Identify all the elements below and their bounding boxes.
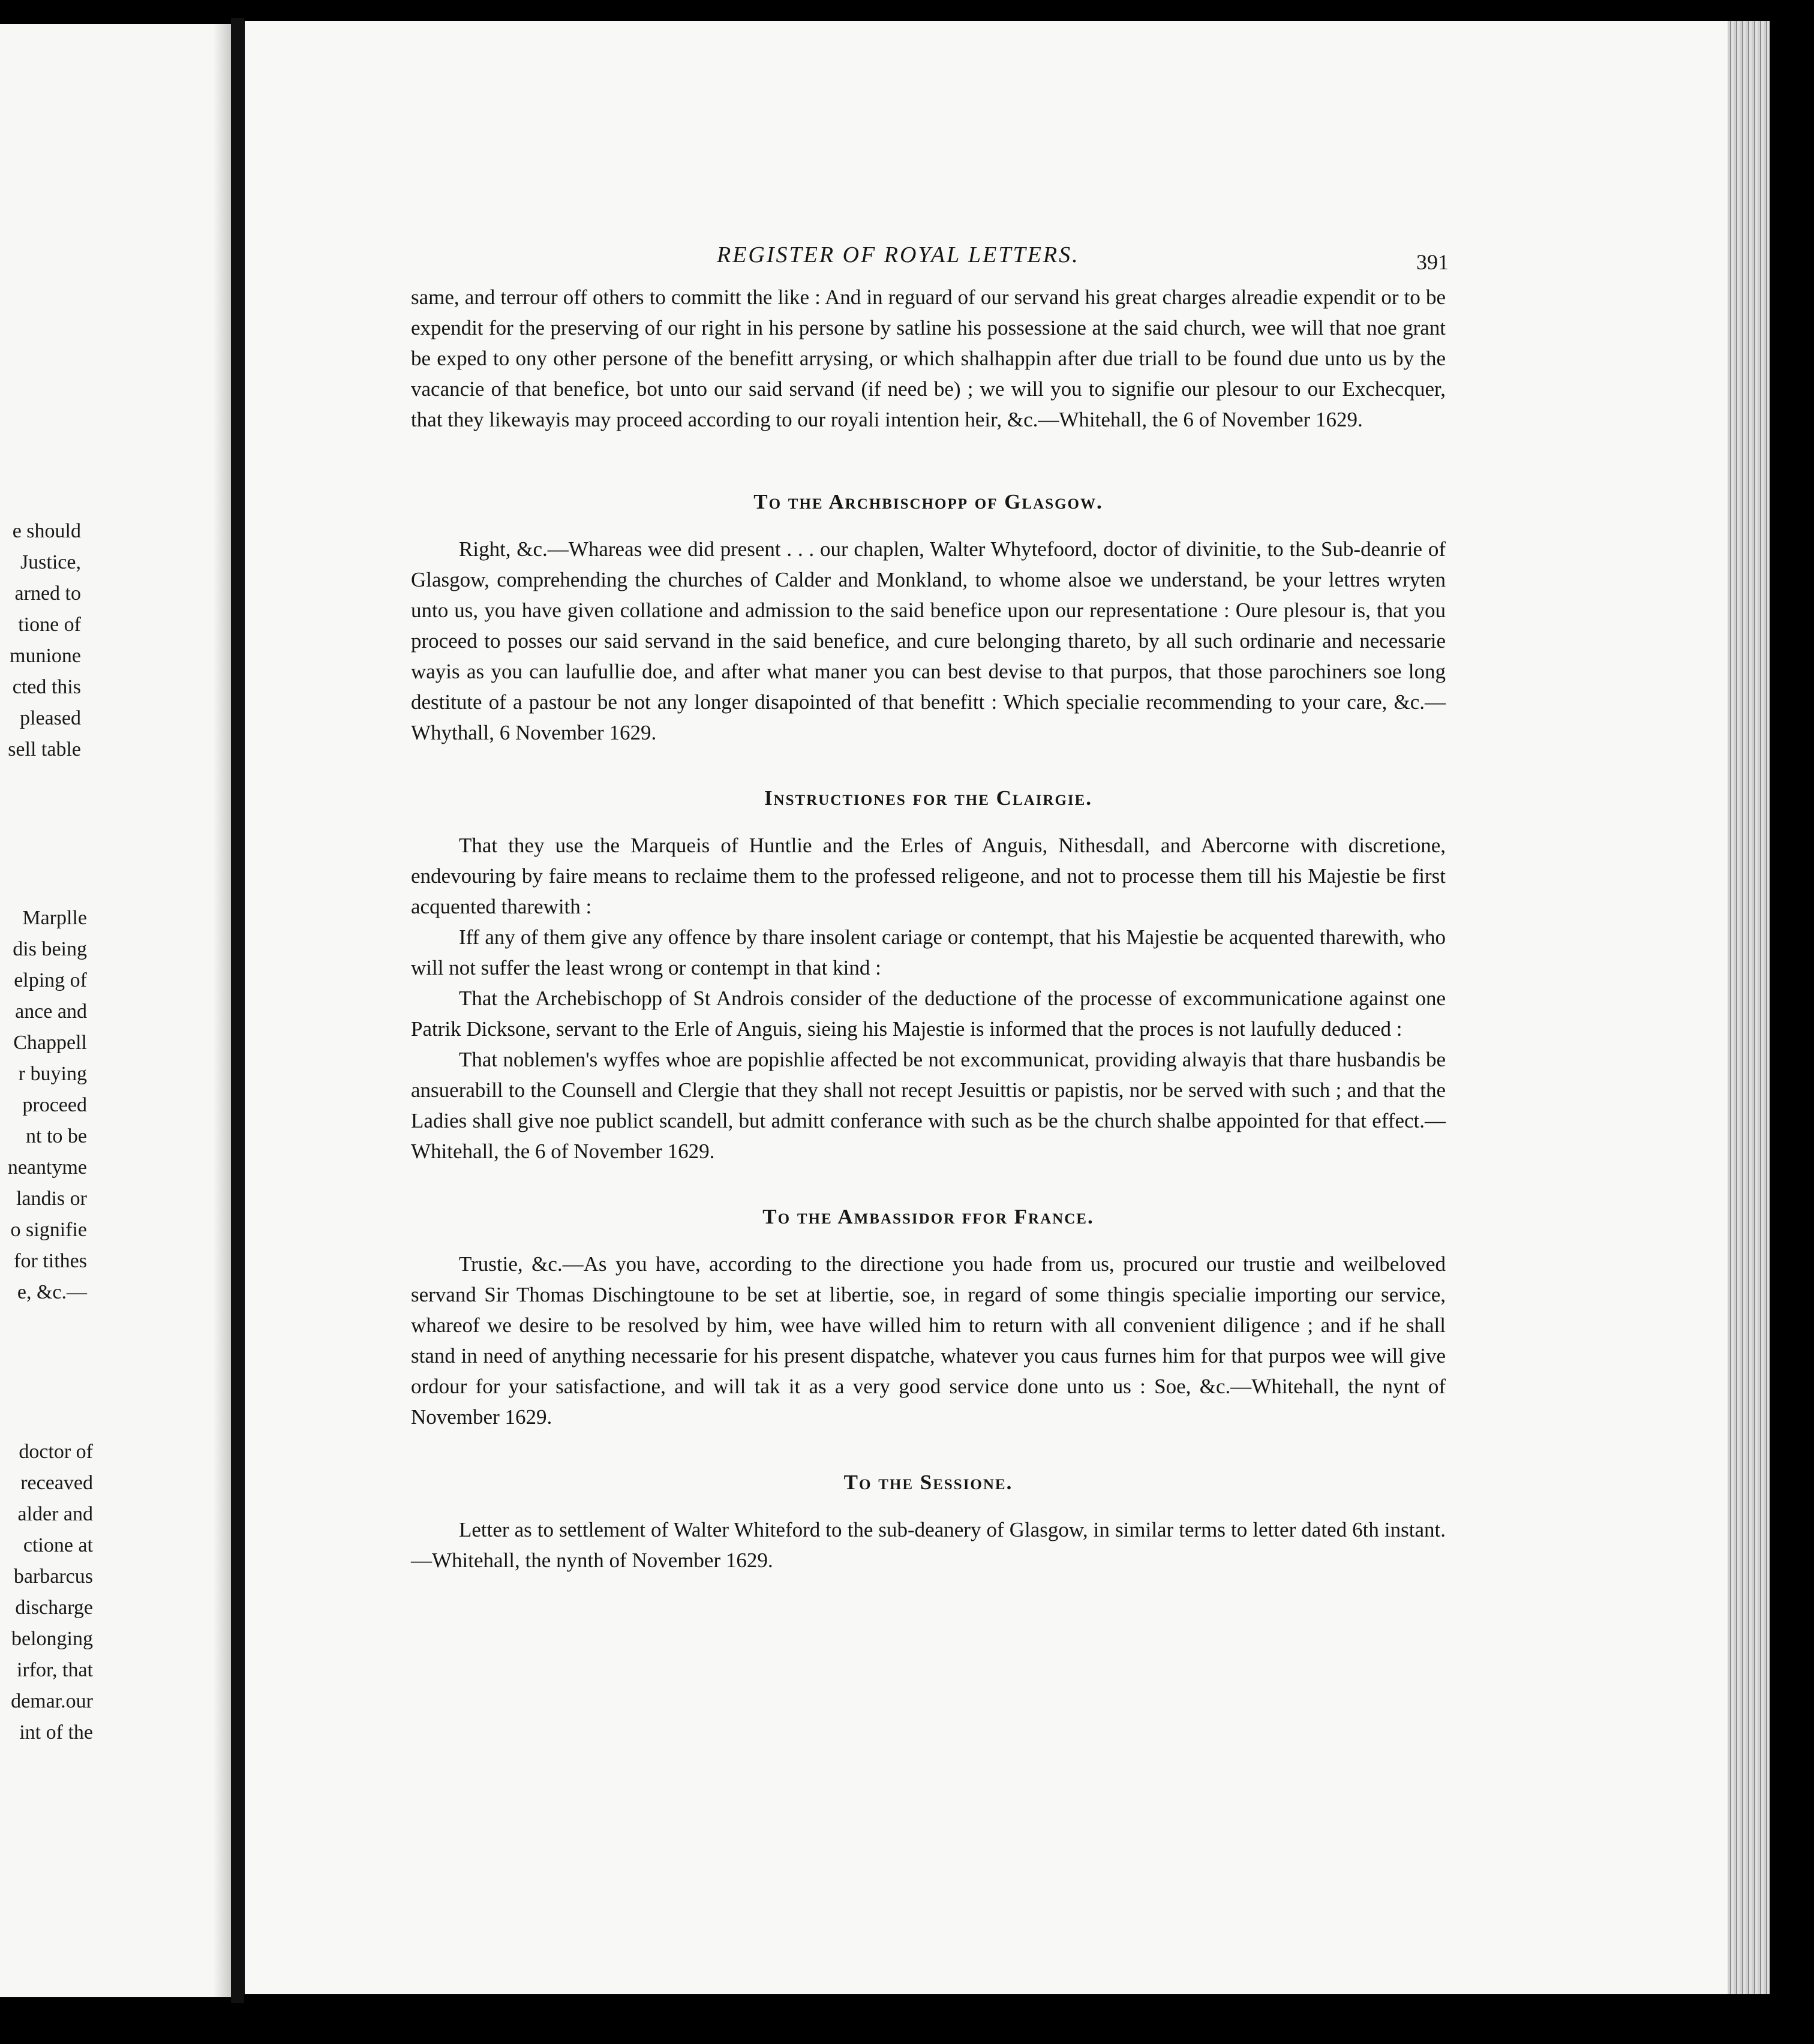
book-binding <box>231 18 244 2003</box>
left-text-line: tione of <box>18 614 81 636</box>
left-text-line: pleased <box>20 707 81 729</box>
instruction-paragraph: That the Archebischopp of St Androis consider of the deductione of the processe of excommunicatione against one Patrik Dicksone, servant to the Erle of Anguis, sieing his Majestie is informed that the proces is not laufully deduced : <box>411 987 1446 1041</box>
left-text-line: doctor of <box>19 1441 93 1463</box>
gutter-shadow <box>213 24 231 1997</box>
left-text-line: munione <box>10 645 81 667</box>
left-text-line: o signifie <box>10 1219 87 1241</box>
left-text-line: elping of <box>14 969 87 991</box>
left-text-line: landis or <box>16 1188 87 1210</box>
left-text-block <box>0 903 87 1308</box>
left-text-line: ance and <box>15 1000 87 1023</box>
section-heading-instructions: Instructiones for the Clairgie. <box>764 786 1093 810</box>
running-head <box>411 240 1449 282</box>
left-text-line: dis being <box>13 938 87 960</box>
left-text-line: Marplle <box>22 907 87 929</box>
left-text-line: e should <box>12 520 81 542</box>
instruction-paragraph: Iff any of them give any offence by thare insolent cariage or contempt, that his Majestie be acquented tharewith, who will not suffer the least wrong or contempt in that kind : <box>411 925 1446 979</box>
left-text-block <box>0 1436 93 1748</box>
left-text-line: nt to be <box>26 1125 87 1147</box>
section-heading-sessione: To the Sessione. <box>843 1471 1013 1494</box>
ambassador-letter: Trustie, &c.—As you have, according to the directione you hade from us, procured our trustie and weilbeloved servand Sir Thomas Dischingtoune to be set at libertie, soe, in regard of some thingis specialie importing our service, whareof we desire to be resolved by him, wee have willed him to return with all convenient diligence ; and if he shall stand in need of anything necessarie for his present dispatche, whatever you caus furnes him for that purpos wee will give ordour for your satisfactione, and will tak it as a very good service done unto us : Soe, &c.—Whitehall, the nynt of November 1629. <box>411 1252 1446 1429</box>
left-text-line: ctione at <box>23 1534 93 1556</box>
left-text-line: sell table <box>8 738 81 761</box>
left-text-line: neantyme <box>7 1156 87 1179</box>
left-text-line: r buying <box>18 1063 87 1085</box>
section-heading-archbishop: To the Archbischopp of Glasgow. <box>753 490 1103 513</box>
left-text-line: cted this <box>12 676 81 698</box>
left-text-line: barbarcus <box>13 1565 93 1588</box>
left-text-line: e, &c.— <box>17 1281 87 1303</box>
left-text-line: demar.our <box>11 1690 93 1712</box>
sessione-letter: Letter as to settlement of Walter Whiteford to the sub-deanery of Glasgow, in similar terms to letter dated 6th instant.—Whitehall, the nynth of November 1629. <box>411 1518 1446 1572</box>
left-text-line: proceed <box>22 1094 87 1116</box>
instruction-paragraph: That they use the Marqueis of Huntlie and the Erles of Anguis, Nithesdall, and Abercorne with discretione, endevouring by faire means to reclaime them to the professed religeone, and not to processe them till his Majestie be first acquented tharewith : <box>411 834 1446 918</box>
left-text-line: irfor, that <box>16 1659 93 1681</box>
instruction-paragraph: That noblemen's wyffes whoe are popishlie affected be not excommunicat, providing alwayis that thare husbandis be ansuerabill to the Counsell and Clergie that they shall not recept Jesuittis or papistis, nor be served with such ; and that the Ladies shall give noe publict scandell, but admitt conferance with such as be the church shalbe appointed for that effect.—Whitehall, the 6 of November 1629. <box>411 1048 1446 1163</box>
left-text-line: receaved <box>20 1472 93 1494</box>
left-text-line: discharge <box>15 1597 93 1619</box>
opening-paragraph: same, and terrour off others to committ the like : And in reguard of our servand his great charges alreadie expendit or to be expendit for the preserving of our right in his persone by satline his possessione at the said church, wee will that noe grant be exped to ony other persone of the benefitt arrysing, or which shalhappin after due triall to be found due unto us by the vacancie of that benefice, bot unto our said servand (if need be) ; we will you to signifie our plesour to our Exchecquer, that they likewayis may proceed according to our royali intention heir, &c.—Whitehall, the 6 of November 1629. <box>411 285 1446 431</box>
archbishop-letter: Right, &c.—Whareas wee did present . . . our chaplen, Walter Whytefoord, doctor of divinitie, to the Sub-deanrie of Glasgow, comprehending the churches of Calder and Monkland, to whome alsoe we understand, be your lettres wryten unto us, you have given collatione and admission to the said benefice upon our representatione : Oure plesour is, that you proceed to posses our said servand in the said benefice, and cure belonging thareto, by all such ordinarie and necessarie wayis as you can laufullie doe, and after what maner you can best devise to that purpos, that those parochiners soe long destitute of a pastour be not any longer disapointed of that benefitt : Which specialie recommending to your care, &c.—Whythall, 6 November 1629. <box>411 537 1446 744</box>
left-page-fragment <box>0 24 231 1997</box>
page-edges <box>1728 21 1770 1994</box>
left-text-line: arned to <box>14 582 81 605</box>
page-content <box>411 240 1449 1576</box>
left-text-line: alder and <box>17 1503 93 1525</box>
left-text-line: Chappell <box>13 1032 87 1054</box>
left-text-line: Justice, <box>20 551 81 573</box>
left-text-line: for tithes <box>14 1250 87 1272</box>
left-text-block <box>0 516 81 765</box>
left-text-line: belonging <box>11 1628 93 1650</box>
running-title: REGISTER OF ROYAL LETTERS. <box>717 242 1080 267</box>
section-heading-ambassador: To the Ambassidor ffor France. <box>762 1205 1094 1228</box>
page-number: 391 <box>1416 250 1449 274</box>
left-text-line: int of the <box>19 1721 93 1744</box>
